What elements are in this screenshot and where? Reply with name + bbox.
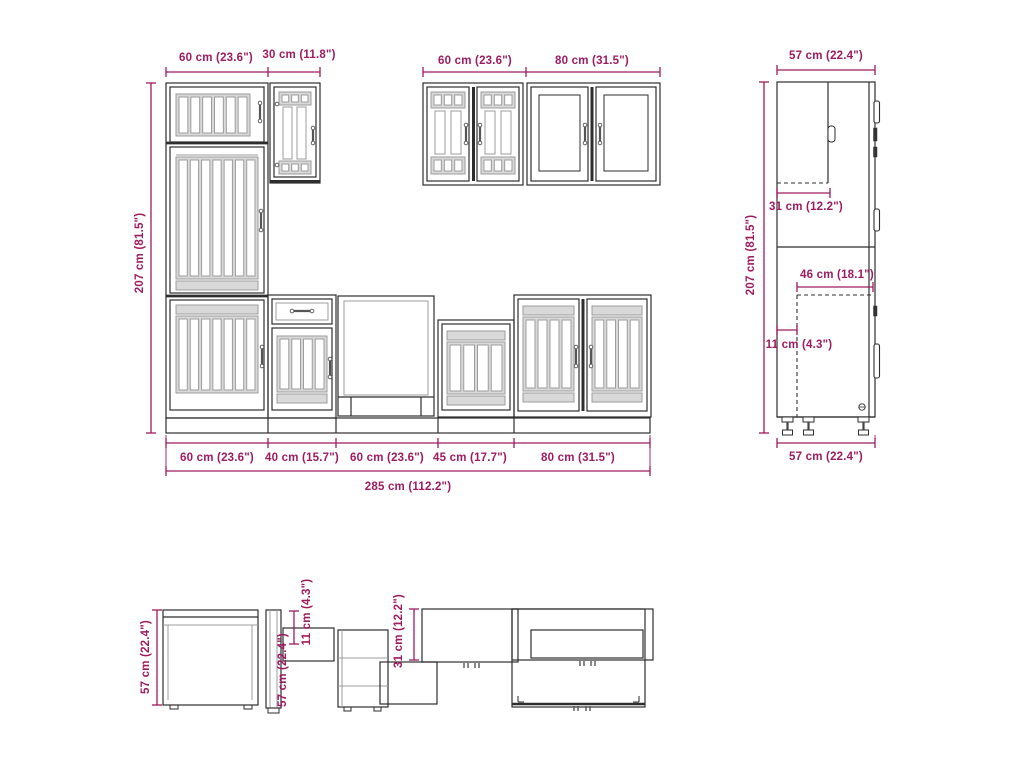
dim-side-plinth-offset: 11 cm (4.3") — [765, 339, 833, 351]
dim-front-base-tall: 60 cm (23.6") — [180, 452, 254, 464]
dim-front-height: 207 cm (81.5") — [134, 212, 146, 294]
dim-front-total-width: 285 cm (112.2") — [364, 481, 452, 493]
dim-front-base-40: 40 cm (15.7") — [265, 452, 339, 464]
side-view — [759, 65, 880, 448]
dim-side-wall-depth: 31 cm (12.2") — [769, 201, 843, 213]
dim-side-depth-top: 57 cm (22.4") — [789, 50, 863, 62]
dim-front-width-wall60: 60 cm (23.6") — [438, 55, 512, 67]
dim-side-height: 207 cm (81.5") — [745, 214, 757, 296]
dim-front-width-upper30: 30 cm (11.8") — [262, 49, 336, 61]
dim-front-base-45: 45 cm (17.7") — [433, 452, 507, 464]
front-elevation-view — [146, 67, 660, 476]
dim-side-depth-bottom: 57 cm (22.4") — [789, 451, 863, 463]
dim-side-counter-depth: 46 cm (18.1") — [800, 269, 874, 281]
dim-top-wall-depth: 31 cm (12.2") — [393, 594, 405, 668]
dim-front-width-wall80: 80 cm (31.5") — [555, 55, 629, 67]
dim-top-offset: 11 cm (4.3") — [301, 578, 313, 646]
dim-front-base-80: 80 cm (31.5") — [541, 452, 615, 464]
dim-top-depth-left: 57 cm (22.4") — [140, 620, 152, 694]
dim-top-depth-mid: 57 cm (22.4") — [277, 633, 289, 707]
dim-front-width-tall: 60 cm (23.6") — [179, 52, 253, 64]
dim-front-base-60: 60 cm (23.6") — [350, 452, 424, 464]
